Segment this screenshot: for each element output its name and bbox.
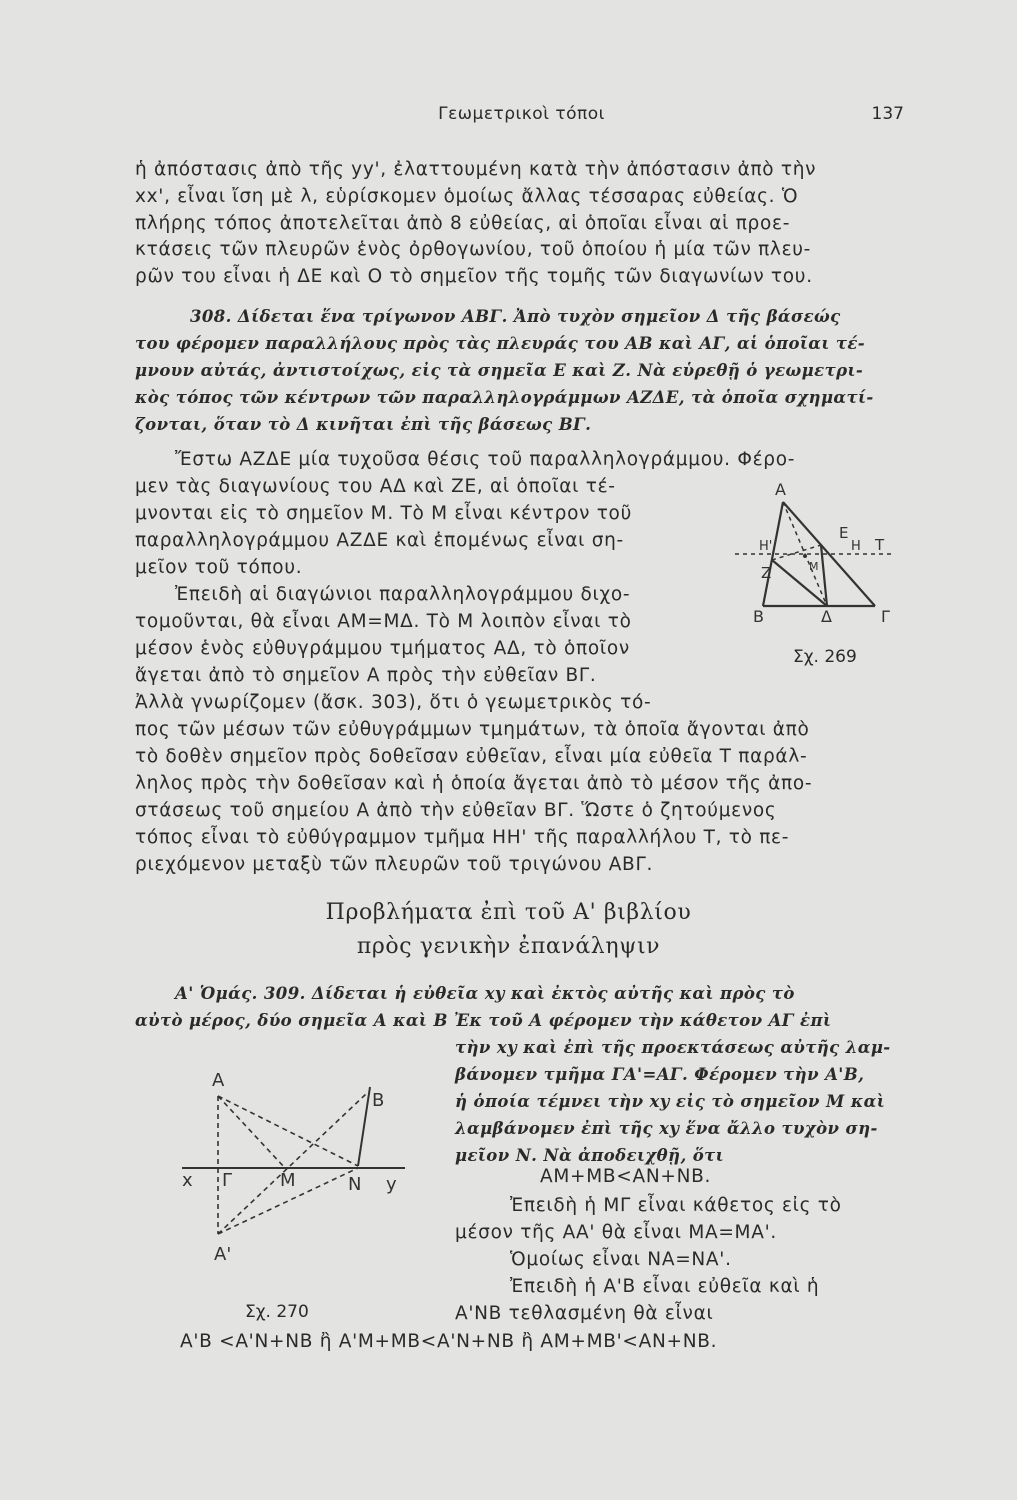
text-line: κτάσεις τῶν πλευρῶν ἑνὸς ὀρθογωνίου, τοῦ ὁποίου ἡ μία τῶν πλευ-	[135, 239, 812, 260]
text-line: μέσον τῆς ΑΑ' θὰ εἶναι ΜΑ=ΜΑ'.	[455, 1222, 777, 1243]
problem-statement-line: κὸς τόπος τῶν κέντρων τῶν παραλληλογράμμων ΑΖΔΕ, τὰ ὁποῖα σχηματί-	[135, 388, 874, 407]
label-a: A	[775, 480, 786, 499]
text-line: ἡ ἀπόστασις ἀπὸ τῆς yy', ἐλαττουμένη κατὰ τὴν ἀπόστασιν ἀπὸ τὴν	[135, 159, 817, 180]
text-line: Ἀλλὰ γνωρίζομεν (ἄσκ. 303), ὅτι ὁ γεωμετρικὸς τό-	[135, 692, 652, 713]
label-t: T	[875, 536, 885, 554]
header-title: Γεωμετρικοὶ τόποι	[438, 104, 605, 124]
label-z: Z	[761, 564, 772, 582]
problem-statement-line: μεῖον Ν. Νὰ ἀποδειχθῇ, ὅτι	[455, 1146, 725, 1165]
label-b: B	[753, 607, 764, 626]
segment-a-n	[218, 1096, 358, 1166]
label-d: Δ	[821, 607, 832, 626]
label-m: M	[809, 560, 819, 573]
label-y: y	[386, 1174, 397, 1195]
problem-statement-line: βάνομεν τμῆμα ΓΑ'=ΑΓ. Φέρομεν τὴν Α'Β,	[455, 1065, 865, 1084]
side-ag	[783, 502, 875, 606]
text-line: ρῶν του εἶναι ἡ ΔΕ καὶ Ο τὸ σημεῖον τῆς τομῆς τῶν διαγωνίων του.	[135, 266, 813, 287]
text-line: μεν τὰς διαγωνίους του ΑΔ καὶ ΖΕ, αἱ ὁποῖαι τέ-	[135, 476, 616, 497]
parallel-dz	[772, 560, 827, 606]
segment-b-n	[358, 1087, 370, 1166]
segment-aprime-b	[218, 1094, 366, 1234]
section-heading-line2: πρὸς γενικὴν ἐπανάληψιν	[356, 934, 661, 959]
center-m	[803, 554, 807, 558]
label-n: N	[348, 1174, 362, 1195]
problem-statement-line: αὐτὸ μέρος, δύο σημεῖα Α καὶ Β Ἐκ τοῦ Α φέρομεν τὴν κάθετον ΑΓ ἐπὶ	[135, 1011, 832, 1030]
figure-270	[170, 1062, 430, 1287]
text-line: τόπος εἶναι τὸ εὐθύγραμμον τμῆμα ΗΗ' τῆς παραλλήλου Τ, τὸ πε-	[135, 827, 790, 848]
figure-caption: Σχ. 270	[245, 1302, 309, 1322]
label-e: E	[839, 524, 849, 542]
section-heading-line1: Προβλήματα ἐπὶ τοῦ Α' βιβλίου	[325, 900, 692, 925]
text-line: ληλος πρὸς τὴν δοθεῖσαν καὶ ἡ ὁποία ἄγεται ἀπὸ τὸ μέσον τῆς ἀπο-	[135, 773, 813, 794]
text-line: Ἐπειδὴ ἡ ΜΓ εἶναι κάθετος εἰς τὸ	[510, 1195, 842, 1216]
problem-statement-line: ζονται, ὅταν τὸ Δ κινῆται ἐπὶ τῆς βάσεως ΒΓ.	[135, 415, 592, 434]
running-header	[135, 104, 908, 134]
final-inequality-line: Α'Β <Α'Ν+ΝΒ ἢ Α'Μ+ΜΒ<Α'Ν+ΝΒ ἢ ΑΜ+ΜΒ'<ΑΝ+ΝΒ.	[180, 1331, 718, 1352]
problem-statement-line: Α' Ὁμάς. 309. Δίδεται ἡ εὐθεῖα xy καὶ ἐκτὸς αὐτῆς καὶ πρὸς τὸ	[175, 984, 795, 1003]
problem-statement-line: του φέρομεν παραλλήλους πρὸς τὰς πλευράς του ΑΒ καὶ ΑΓ, αἱ ὁποῖαι τέ-	[135, 334, 866, 353]
text-line: Ἔστω ΑΖΔΕ μία τυχοῦσα θέσις τοῦ παραλληλογράμμου. Φέρο-	[175, 449, 796, 470]
text-line: ἄγεται ἀπὸ τὸ σημεῖον Α πρὸς τὴν εὐθεῖαν ΒΓ.	[135, 665, 597, 686]
page-number: 137	[871, 104, 904, 124]
label-x: x	[182, 1170, 193, 1191]
text-line: μεῖον τοῦ τόπου.	[135, 557, 303, 578]
text-line: xx', εἶναι ἴση μὲ λ, εὑρίσκομεν ὁμοίως ἄλλας τέσσαρας εὐθείας. Ὁ	[135, 186, 799, 207]
figure-caption: Σχ. 269	[793, 647, 857, 667]
text-line: στάσεως τοῦ σημείου Α ἀπὸ τὴν εὐθεῖαν ΒΓ. Ὥστε ὁ ζητούμενος	[135, 800, 777, 821]
side-ab	[763, 502, 783, 606]
diagonal-ze	[772, 545, 821, 560]
text-line: πος τῶν μέσων τῶν εὐθυγράμμων τμημάτων, τὰ ὁποῖα ἄγονται ἀπὸ	[135, 719, 810, 740]
text-line: μέσον ἑνὸς εὐθυγράμμου τμήματος ΑΔ, τὸ ὁποῖον	[135, 638, 630, 659]
label-h: H	[851, 539, 861, 554]
problem-statement-line: 308. Δίδεται ἕνα τρίγωνον ΑΒΓ. Ἀπὸ τυχὸν σημεῖον Δ τῆς βάσεώς	[190, 307, 841, 326]
problem-statement-line: λαμβάνομεν ἐπὶ τῆς xy ἕνα ἄλλο τυχὸν ση-	[455, 1119, 878, 1138]
text-line: Ἐπειδὴ αἱ διαγώνιοι παραλληλογράμμου διχο-	[175, 584, 631, 605]
text-line: παραλληλογράμμου ΑΖΔΕ καὶ ἑπομένως εἶναι ση-	[135, 530, 624, 551]
problem-statement-line: τὴν xy καὶ ἐπὶ τῆς προεκτάσεως αὐτῆς λαμ-	[455, 1038, 891, 1057]
label-h-prime: H'	[759, 539, 773, 554]
text-line: μνονται εἰς τὸ σημεῖον Μ. Τὸ Μ εἶναι κέντρον τοῦ	[135, 503, 632, 524]
text-line: ριεχόμενον μεταξὺ τῶν πλευρῶν τοῦ τριγώνου ΑΒΓ.	[135, 854, 654, 875]
label-m: M	[280, 1170, 296, 1191]
problem-statement-line: μνουν αὐτάς, ἀντιστοίχως, εἰς τὰ σημεῖα Ε καὶ Ζ. Νὰ εὑρεθῇ ὁ γεωμετρι-	[135, 361, 864, 380]
label-a-prime: A'	[214, 1244, 232, 1265]
inequality: ΑΜ+ΜΒ<ΑΝ+ΝΒ.	[540, 1166, 712, 1187]
label-a: A	[212, 1070, 225, 1091]
segment-a-m	[218, 1096, 285, 1168]
text-line: τομοῦνται, θὰ εἶναι ΑΜ=ΜΔ. Τὸ Μ λοιπὸν εἶναι τὸ	[135, 611, 632, 632]
text-line: τὸ δοθὲν σημεῖον πρὸς δοθεῖσαν εὐθεῖαν, εἶναι μία εὐθεῖα Τ παράλ-	[135, 746, 808, 767]
label-b: B	[372, 1090, 385, 1111]
problem-statement-line: ἡ ὁποία τέμνει τὴν xy εἰς τὸ σημεῖον Μ καὶ	[455, 1092, 886, 1111]
text-line: Ὁμοίως εἶναι ΝΑ=ΝΑ'.	[510, 1249, 732, 1270]
text-line: πλήρης τόπος ἀποτελεῖται ἀπὸ 8 εὐθείας, αἱ ὁποῖαι εἶναι αἱ προε-	[135, 213, 791, 234]
text-line: Α'ΝΒ τεθλασμένη θὰ εἶναι	[455, 1303, 714, 1324]
label-g: Γ	[881, 607, 890, 626]
label-g: Γ	[222, 1170, 233, 1191]
text-line: Ἐπειδὴ ἡ Α'Β εἶναι εὐθεῖα καὶ ἡ	[510, 1276, 820, 1297]
figure-269	[735, 478, 910, 653]
